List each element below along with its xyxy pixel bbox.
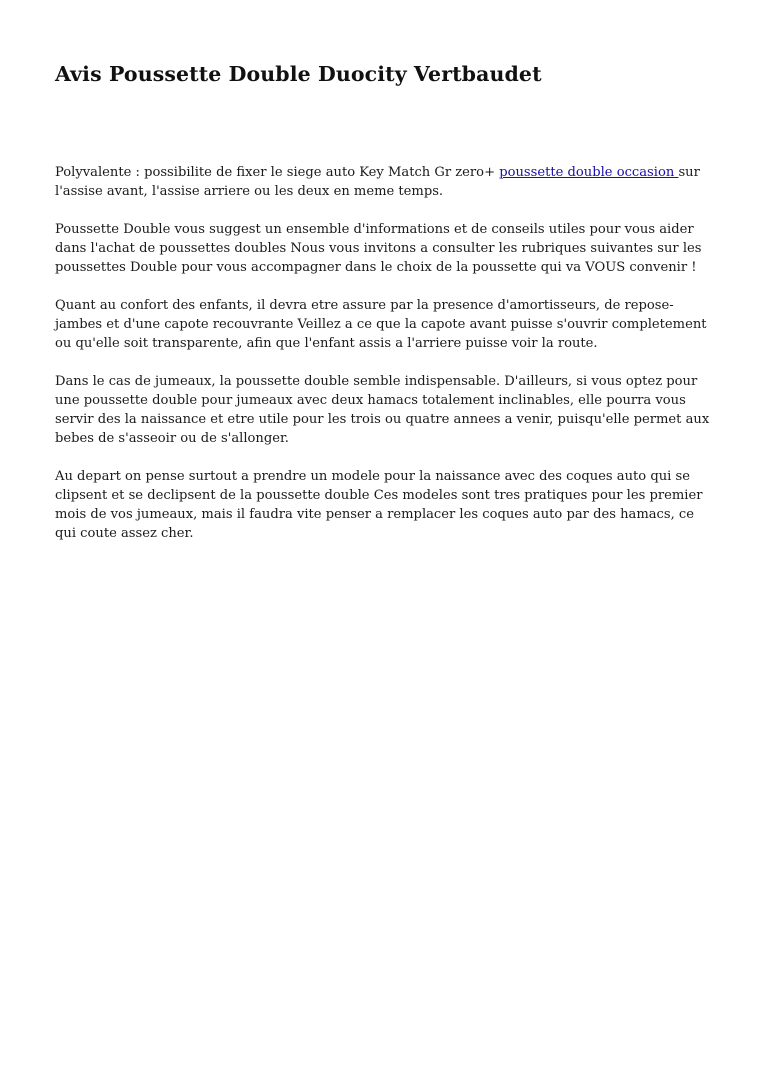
paragraph-1-text-before: Polyvalente : possibilite de fixer le siege auto Key Match Gr zero+ <box>55 165 500 180</box>
paragraph-1-text-after: sur l'assise avant, l'assise arriere ou les deux en meme temps. <box>55 165 700 199</box>
page-title: Avis Poussette Double Duocity Vertbaudet <box>55 62 542 86</box>
paragraph-4: Dans le cas de jumeaux, la poussette double semble indispensable. D'ailleurs, si vous optez pour une poussette double pour jumeaux avec deux hamacs totalement inclinables, elle pourra vous servir des la naissance et etre utile pour les trois ou quatre annees a venir, puisqu'elle permet aux bebes de s'asseoir ou de s'allonger. <box>55 374 710 446</box>
paragraph-2: Poussette Double vous suggest un ensemble d'informations et de conseils utiles pour vous aider dans l'achat de poussettes doubles Nous vous invitons a consulter les rubriques suivantes sur les poussettes Double pour vous accompagner dans le choix de la poussette qui va VOUS convenir ! <box>55 222 702 275</box>
paragraph-1 <box>55 163 717 201</box>
paragraph-5: Au depart on pense surtout a prendre un modele pour la naissance avec des coques auto qui se clipsent et se declipsent de la poussette double Ces modeles sont tres pratiques pour les premier mois de vos jumeaux, mais il faudra vite penser a remplacer les coques auto par des hamacs, ce qui coute assez cher. <box>55 469 703 541</box>
paragraph-3: Quant au confort des enfants, il devra etre assure par la presence d'amortisseurs, de repose-jambes et d'une capote recouvrante Veillez a ce que la capote avant puisse s'ouvrir completement ou qu'elle soit transparente, afin que l'enfant assis a l'arriere puisse voir la route. <box>55 298 707 351</box>
poussette-double-occasion-link[interactable]: poussette double occasion <box>499 165 679 180</box>
